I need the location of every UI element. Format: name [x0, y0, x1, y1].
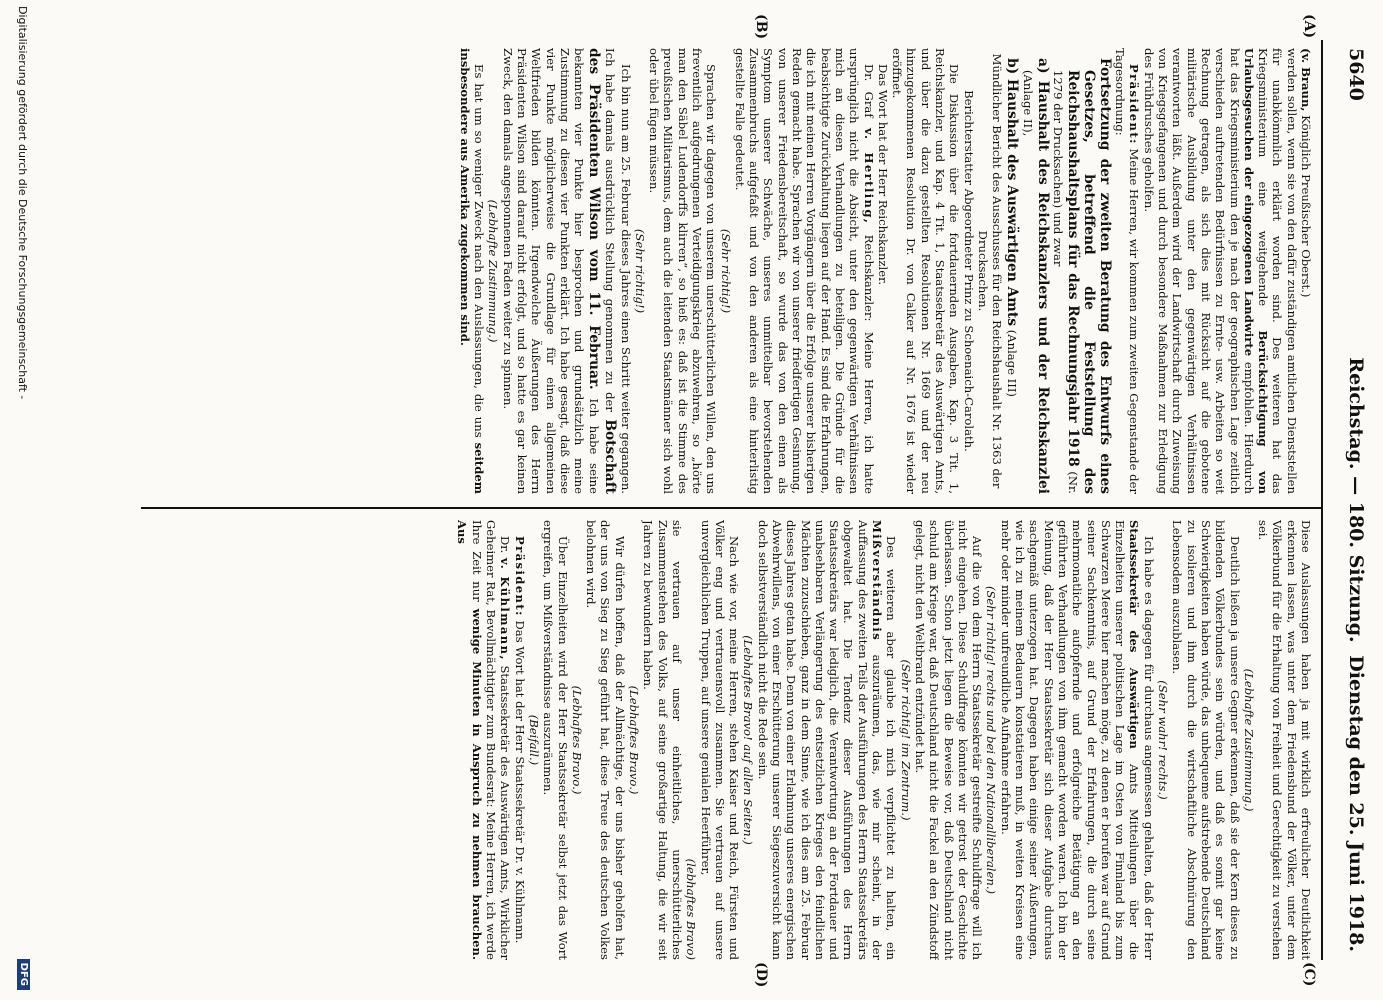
digitization-footer [5, 0, 33, 1000]
interjection: (Lebhaftes Bravo.) [627, 685, 642, 795]
margin-marker-b: (B) [753, 14, 769, 40]
funding-note: Digitalisierung gefördert durch die Deutsche Forschungsgemeinschaft - [16, 6, 29, 400]
margin-marker-a: (A) [1301, 14, 1317, 39]
interjection: (lebhaftes Bravo) [684, 858, 699, 960]
interjection: (Sehr richtig! rechts und bei den Nationalliberalen.) [984, 585, 999, 895]
text-paragraph: Das Wort hat der Herr Reichskanzler. [875, 64, 890, 286]
page-header [1323, 48, 1375, 952]
interjection: (Lebhafte Zustimmung.) [486, 199, 501, 343]
interjection: (Sehr richtig! im Zentrum.) [898, 659, 913, 821]
text-paragraph: Dr. v. Kühlmann, Staatssekretär des Auswärtigen Amts, Wirklicher Geheimer Rat, Bevollmächtigter zum Bundesrat: Meine Herren, ich werde Ihre Zeit nur wenige Minuten in Anspruch zu nehmen brauchen. Aus [455, 520, 513, 960]
text-paragraph: Diese Auslassungen haben ja mit wirklich erfreulicher Deutlichkeit erkennen lassen, was unter dem Friedensbund der Völker, unter dem Völkerbund für die Erhaltung von Freiheit und Gerechtigkeit zu verstehen sei. [1256, 520, 1313, 960]
text-paragraph: Deutlich ließen ja unsere Gegner erkennen, daß sie der Kern dieses zu bildenden Völkerbundes sein würden, und daß es somit gar keine Schwierigkeiten haben würde, das unbequeme aufstrebende Deutschland zu isolieren und ihm durch die wirtschaftliche Abschnürung den Lebensodem auszublasen. [1170, 520, 1242, 960]
interjection: (Lebhaftes Bravo! auf allen Seiten.) [741, 635, 756, 845]
text-paragraph: Präsident: Meine Herren, wir kommen zum zweiten Gegenstande der Tagesordnung: [1113, 48, 1142, 494]
text-paragraph: Es hat um so weniger Zweck nach den Auslassungen, die uns seitdem insbesondere aus Amerika zugekommen sind. [457, 48, 487, 494]
text-paragraph: Mündlicher Bericht des Ausschusses für den Reichshaushalt Nr. 1363 der Drucksachen. [975, 53, 1005, 489]
text-paragraph: Präsident: Das Wort hat der Herr Staatssekretär Dr. v. Kühlmann. [512, 536, 527, 944]
text-paragraph: Ich bin nun am 25. Februar dieses Jahres einen Schritt weiter gegangen. Ich habe damals ausdrücklich Stellung genommen zu der Botschaft des Präsidenten Wilson vom 11. Februar. Ich habe seine bekannten vier Punkte hier besprochen und grundsätzlich meine Zustimmung zu diesen vier Punkten erklärt. Ich habe gesagt, daß diese vier Punkte möglicherweise die Grundlage für einen allgemeinen Weltfrieden bilden könnten. Irgendwelche Äußerungen des Herrn Präsidenten Wilson sind darauf nicht erfolgt, und so hatte es gar keinen Zweck, den damals angesponnenen Faden weiter zu spinnen. [500, 48, 633, 494]
text-paragraph: Berichterstatter Abgeordneter Prinz zu Schoenaich-Carolath. [961, 90, 976, 452]
session-title: Reichstag. — 180. Sitzung. [1345, 357, 1367, 643]
text-paragraph: Auf die von dem Herrn Staatssekretär gestreifte Schuldfrage will ich nicht eingehen. Diese Schuldfrage könnten wir getrost der Geschichte überlassen. Schon jetzt liegen die Beweise vor, daß Deutschland nicht schuld am Kriege war, daß Deutschland nicht die Fackel an den Zündstoff gelegt, nicht den Weltbrand entzündet hat. [912, 520, 985, 960]
left-column [113, 48, 1313, 494]
agenda-item: Fortsetzung der zweiten Beratung des Entwurfs eines Gesetzes, betreffend die Feststellung des Reichshaushaltsplans für das Rechnungsjahr 1918 (Nr. 1279 der Drucksachen) und zwar [1050, 58, 1113, 494]
interjection: (Lebhafte Zustimmung.) [1241, 668, 1256, 812]
text-paragraph: Die Diskussion über die fortdauernden Ausgaben, Kap. 3 Tit. 1, Reichskanzler, und Kap. 4 Tit. 1, Staatssekretär des Auswärtigen Amts, und über die dazu gestellten Resolutionen Nr. 1669 und der neu hinzugekommenen Resolution Dr. von Calker auf Nr. 1676 ist wieder eröffnet. [890, 48, 962, 494]
margin-marker-d: (D) [753, 962, 769, 988]
text-paragraph: sie vertrauen auf unser einheitliches, unerschütterliches Zusammenstehen des Volks, auf seine großartige Haltung, die wir seit Jahren zu bewundern haben. [641, 520, 684, 960]
interjection: (Sehr richtig!) [718, 228, 733, 314]
text-paragraph: Des weiteren aber glaube ich mich verpflichtet zu halten, ein Mißverständnis auszuräumen, das, wie mir scheint, in der Auffassung des zweiten Teils der Ausführungen des Herrn Staatssekretärs obgewaltet hat. Die Tendenz dieser Ausführungen des Herrn Staatssekretärs war lediglich, die Verantwortung an der Fortdauer und unabsehbaren Verlängerung des entsetzlichen Krieges den feindlichen Mächten zuzuschieben, ganz in dem Sinne, wie ich dies am 25. Februar dieses Jahres getan habe. Denn von einer Erlahmung unseres energischen Abwehrwillens, von einer Erschütterung unserer Siegeszuversicht kann doch selbstverständlich nicht die Rede sein. [755, 520, 899, 960]
text-paragraph: (v. Braun, Königlich Preußischer Oberst.) [1299, 48, 1313, 298]
text-paragraph: Ich habe es dagegen für durchaus angemessen gehalten, daß der Herr Staatssekretär des Auswärtigen Amts Mitteilungen über die Einzelheiten unserer politischen Lage im Osten von Finnland bis zum Schwarzen Meere hier machen möge, zu denen er berufen war auf Grund seiner Sachkenntnis, auf Grund der Erfahrungen, die durch seine mehrmonatliche aufopfernde und erfolgreiche Betätigung an den geführten Verhandlungen von ihm gemacht worden waren. Ich bin der Meinung, daß der Herr Staatssekretär sich dieser Aufgabe durchaus sachgemäß unterzogen hat. Dagegen haben einige seiner Äußerungen, wie ich zu meinem Bedauern konstatieren muß, in weiten Kreisen eine mehr oder minder unfreundliche Aufnahme erfahren. [998, 520, 1156, 960]
margin-marker-c: (C) [1301, 962, 1317, 987]
text-paragraph: Über Einzelheiten wird der Herr Staatssekretär selbst jetzt das Wort ergreifen, um Mißverständnisse auszuräumen. [541, 520, 570, 960]
right-column [113, 520, 1313, 960]
header-rule [1321, 40, 1323, 960]
text-paragraph: Nach wie vor, meine Herren, stehen Kaiser und Reich, Fürsten und Völker eng und vertrauensvoll zusammen. Sie vertrauen auf unsere unvergleichlichen Truppen, auf unsere genialen Heerführer, [698, 520, 742, 960]
text-paragraph: werden sollen, wenn sie von den dafür zuständigen amtlichen Dienststellen für unabkömmlich erklärt worden sind. Des weiteren hat das Kriegsministerium eine weitgehende Berücksichtigung von Urlaubsgesuchen der eingezogenen Landwirte empfohlen. Hierdurch hat das Kriegsministerium den je nach der geographischen Lage zeitlich verschieden auftretenden Bedürfnissen zu Ernte- usw. Arbeiten so weit Rechnung getragen, als sich dies mit Rücksicht auf die gebotene militärische Ausbildung unter den gegenwärtigen Verhältnissen verantworten läßt. Außerdem wird der Landwirtschaft durch Zuweisung von Kriegsgefangenen und durch besondere Maßnahmen zur Erledigung des Frühdrusches geholfen. [1141, 48, 1299, 494]
page-number: 5640 [1345, 48, 1367, 101]
column-divider [141, 507, 1321, 509]
text-paragraph: Dr. Graf v. Hertling, Reichskanzler: Meine Herren, ich hatte ursprünglich nicht die Absicht, unter den gegenwärtigen Verhältnissen mich an diesen Verhandlungen zu beteiligen. Die Gründe für die beabsichtigte Zurückhaltung liegen auf der Hand. Es sind die Erfahrungen, die ich mit meinen Herren Vorgängern über die Erfolge unserer bisherigen Reden gemacht habe. Sprachen wir von unserer friedfertigen Gesinnung, von unserer Friedensbereitschaft, so wurde das von den einen als Symptom unserer Schwäche, unseres unmittelbar bevorstehenden Zusammenbruchs aufgefaßt und von den anderen als eine hinterlistig gestellte Falle gedeutet. [732, 48, 876, 494]
agenda-item: b) Haushalt des Auswärtigen Amts (Anlage III) [1004, 58, 1021, 397]
text-paragraph: Sprachen wir dagegen von unserem unerschütterlichen Willen, den uns freventlich aufgedrungenen Verteidigungskrieg abzuwehren, so „hörte man den Säbel Ludendorffs klirren“, so hieß es: daß ist die Stimme des preußischen Militarismus, dem auch die leitenden Staatsmänner sich wohl oder übel fügen müssen. [647, 48, 719, 494]
text-paragraph: Wir dürfen hoffen, daß der Allmächtige, der uns bisher geholfen hat, der uns von Sieg zu Sieg geführt hat, diese Treue des deutschen Volkes belohnen wird. [584, 520, 627, 960]
agenda-item: a) Haushalt des Reichskanzlers und der Reichskanzlei (Anlage II), [1020, 58, 1051, 494]
dfg-logo: DFG [17, 959, 30, 990]
interjection: (Sehr richtig!) [632, 228, 647, 314]
interjection: (Lebhaftes Bravo.) [569, 685, 584, 795]
session-date: Dienstag den 25. Juni 1918. [1345, 655, 1367, 952]
interjection: (Sehr wahr! rechts.) [1156, 680, 1171, 800]
interjection: (Beifall.) [526, 714, 541, 766]
